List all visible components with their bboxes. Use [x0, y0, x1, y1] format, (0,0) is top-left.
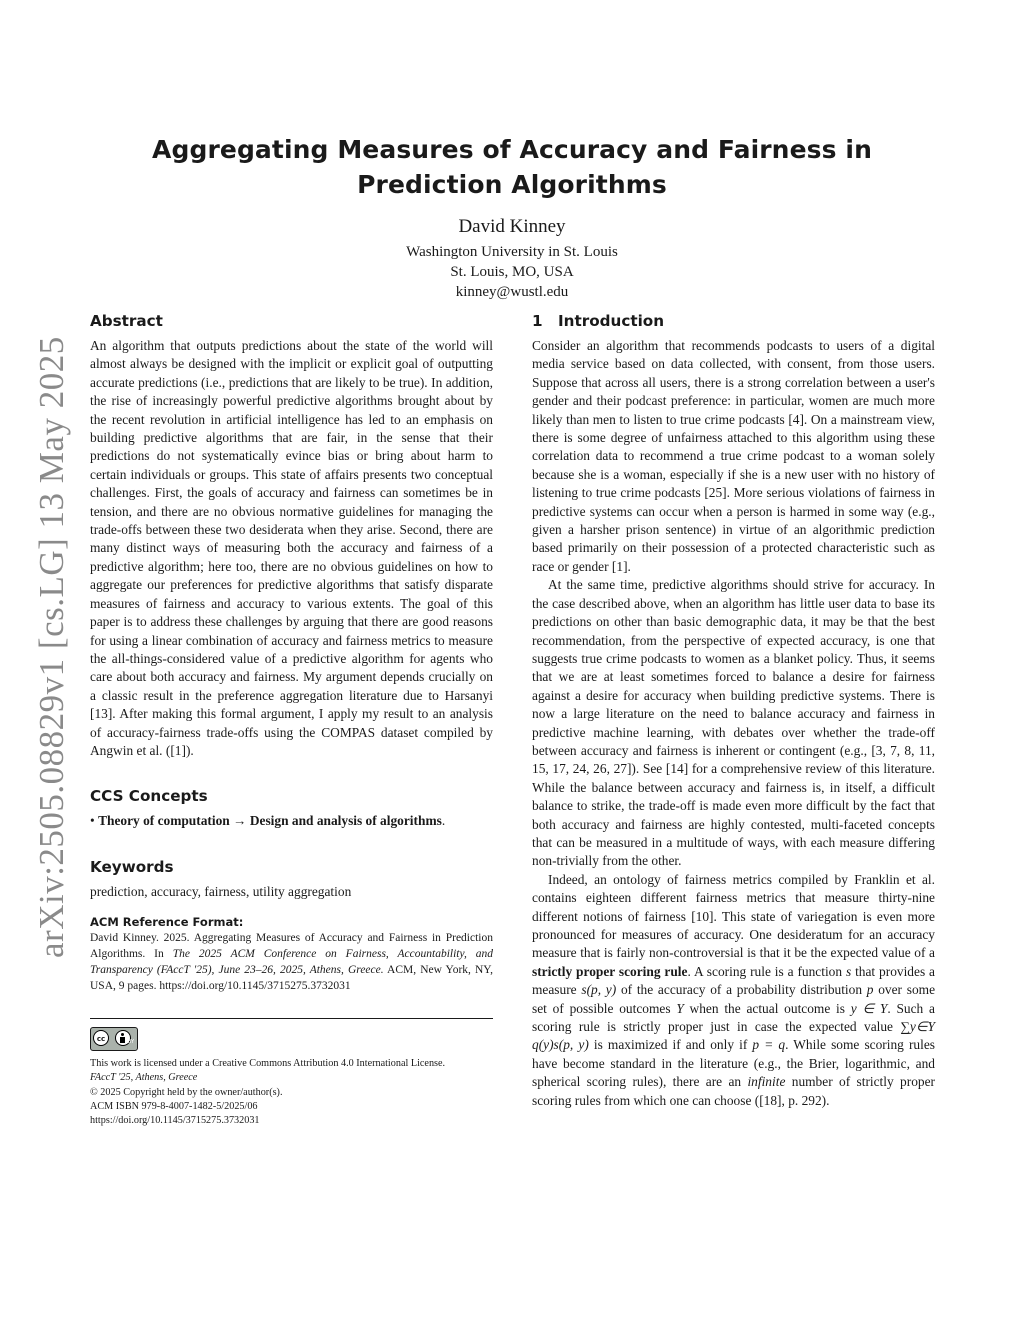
ccs-bullet: •: [90, 813, 95, 829]
footer-rule: [90, 1018, 493, 1019]
author-affiliation: Washington University in St. Louis: [406, 244, 618, 260]
reference-venue: The 2025 ACM Conference on Fairness, Accountability, and Transparency (FAccT '25), June 23–26, 2025, Athens, Greece.: [90, 948, 493, 977]
keywords-text: prediction, accuracy, fairness, utility aggregation: [90, 883, 352, 899]
cc-icon: cc: [93, 1030, 109, 1046]
abstract-text: An algorithm that outputs predictions about the state of the world will almost always be designed with the implicit or explicit goal of outputting accurate predictions (i.e., predictions that are likely to be true). In addition, the rise of increasingly powerful predictive algorithms brought about by the recent revolution in artificial intelligence has led to an emphasis on building predictive algorithms that are fair, in the sense that their predictions do not systematically evince bias or bring about harm to certain individuals or groups. This state of affairs presents two conceptual challenges. First, the goals of accuracy and fairness can sometimes be in tension, and there are no obvious normative guidelines for managing the trade-offs between these two desiderata when they arise. Second, there are many distinct ways of measuring both the accuracy and fairness of a predictive algorithm; here too, there are no obvious guidelines on how to aggregate our preferences for predictive algorithms that satisfy disparate measures of fairness and accuracy to various extents. The goal of this paper is to address these challenges by arguing that there are good reasons for using a linear combination of accuracy and fairness metrics to measure the all-things-considered value of a predictive algorithm for agents who care about both accuracy and fairness. My argument depends crucially on a classic result in the preference aggregation literature due to Harsanyi [13]. After making this formal argument, I apply my result to an analysis of accuracy-fairness trade-offs using the COMPAS dataset compiled by Angwin et al. ([1]).: [90, 338, 493, 758]
author-location: St. Louis, MO, USA: [450, 264, 574, 280]
author-block: [300, 214, 724, 302]
reference-format-text: [90, 930, 493, 994]
ccs-first: Theory of computation: [98, 813, 230, 829]
paper-title: Aggregating Measures of Accuracy and Fairness in Prediction Algorithms: [152, 135, 872, 199]
section-number: 1: [532, 312, 543, 330]
license-doi[interactable]: https://doi.org/10.1145/3715275.3732031: [90, 1114, 260, 1126]
section-title: Introduction: [558, 312, 665, 330]
by-label: BY: [127, 1038, 134, 1045]
license-line4: ACM ISBN 979-8-4007-1482-5/2025/06: [90, 1100, 258, 1112]
author-name: David Kinney: [458, 216, 566, 237]
license-line1: This work is licensed under a Creative Commons Attribution 4.0 International License.: [90, 1058, 446, 1070]
reference-format-heading: ACM Reference Format:: [90, 915, 244, 930]
reference-part2: ACM, New York, NY, USA, 9 pages. https://doi.org/10.1145/3715275.3732031: [90, 964, 493, 993]
introduction-heading: [532, 311, 935, 331]
right-column: [532, 311, 935, 1110]
ccs-second: Design and analysis of algorithms: [249, 813, 442, 829]
intro-paragraph-2: At the same time, predictive algorithms should strive for accuracy. In the case described above, when an algorithm has little user data to base its predictions on other than basic demographic data, it may be that the best recommendation, from the perspective of expected accuracy, is one that suggests true crime podcasts to women as a blanket policy. Thus, it seems that we are at least sometimes forced to balance a desire for fairness against a desire for accuracy when building predictive systems. There is now a large literature on the need to balance accuracy and fairness in predictive machine learning, with debates over whether the trade-off between accuracy and fairness is inherent or contingent (e.g., [3, 7, 8, 11, 15, 17, 24, 26, 27]). See [14] for a comprehensive review of this literature. While the balance between accuracy and fairness is, in itself, a difficult balance to strike, the trade-off is made even more difficult by the fact that both accuracy and fairness are highly contested, multi-faceted concepts that can be measured in a multitude of ways, with each measure differing non-trivially from the other.: [532, 577, 935, 869]
author-email: kinney@wustl.edu: [455, 284, 569, 300]
cc-by-license-badge[interactable]: [90, 1027, 138, 1051]
reference-part1: David Kinney. 2025. Aggregating Measures of Accuracy and Fairness in Prediction Algorithms. In: [90, 932, 493, 961]
intro-paragraph-3: Indeed, an ontology of fairness metrics compiled by Franklin et al. contains eighteen different fairness metrics that measure thirty-nine different notions of fairness [10]. This state of variegation is even more pronounced for measures of accuracy. One desideratum for an accuracy measure that is fairly non-controversial is that it be the expected value of a strictly proper scoring rule. A scoring rule is a function s that provides a measure s(p, y) of the accuracy of a probability distribution p over some set of possible outcomes Y when the actual outcome is y ∈ Y. Such a scoring rule is strictly proper just in case the expected value ∑y∈Y q(y)s(p, y) is maximized if and only if p = q. While some scoring rules have become standard in the literature (e.g., the Brier, logarithmic, and spherical scoring rules), there are an infinite number of strictly proper scoring rules from which one can choose ([18], p. 292).: [532, 871, 936, 1108]
keywords-heading: Keywords: [90, 857, 174, 876]
intro-paragraph-1: Consider an algorithm that recommends podcasts to users of a digital media service based on data collected, with consent, from those users. Suppose that across all users, there is a strong correlation between a user's gender and their podcast preference: in particular, women are much more likely than men to listen to true crime podcasts [4]. On a mainstream view, there is some degree of unfairness attached to this algorithm using these correlation data to recommend a true crime podcast to a woman solely because she is a woman, especially if she is a new user with no history of listening to true crime podcasts [25]. More serious violations of fairness in predictive systems can occur when a person is harmed in some way (e.g., given a harsher prison sentence) in virtue of an algorithmic prediction based primarily on their possession of a protected characteristic such as race or gender [1].: [532, 338, 935, 574]
license-block: [90, 1057, 493, 1128]
ccs-end: .: [441, 813, 446, 829]
license-line3: © 2025 Copyright held by the owner/author(s).: [90, 1086, 283, 1098]
ccs-heading: CCS Concepts: [90, 787, 208, 806]
ccs-arrow: →: [233, 813, 247, 829]
left-column: [90, 311, 493, 1128]
arxiv-identifier: arXiv:2505.08829v1 [cs.LG] 13 May 2025: [32, 336, 71, 958]
license-line2: FAccT '25, Athens, Greece: [90, 1072, 198, 1084]
ccs-concepts: [90, 812, 493, 830]
abstract-heading: Abstract: [90, 312, 163, 330]
